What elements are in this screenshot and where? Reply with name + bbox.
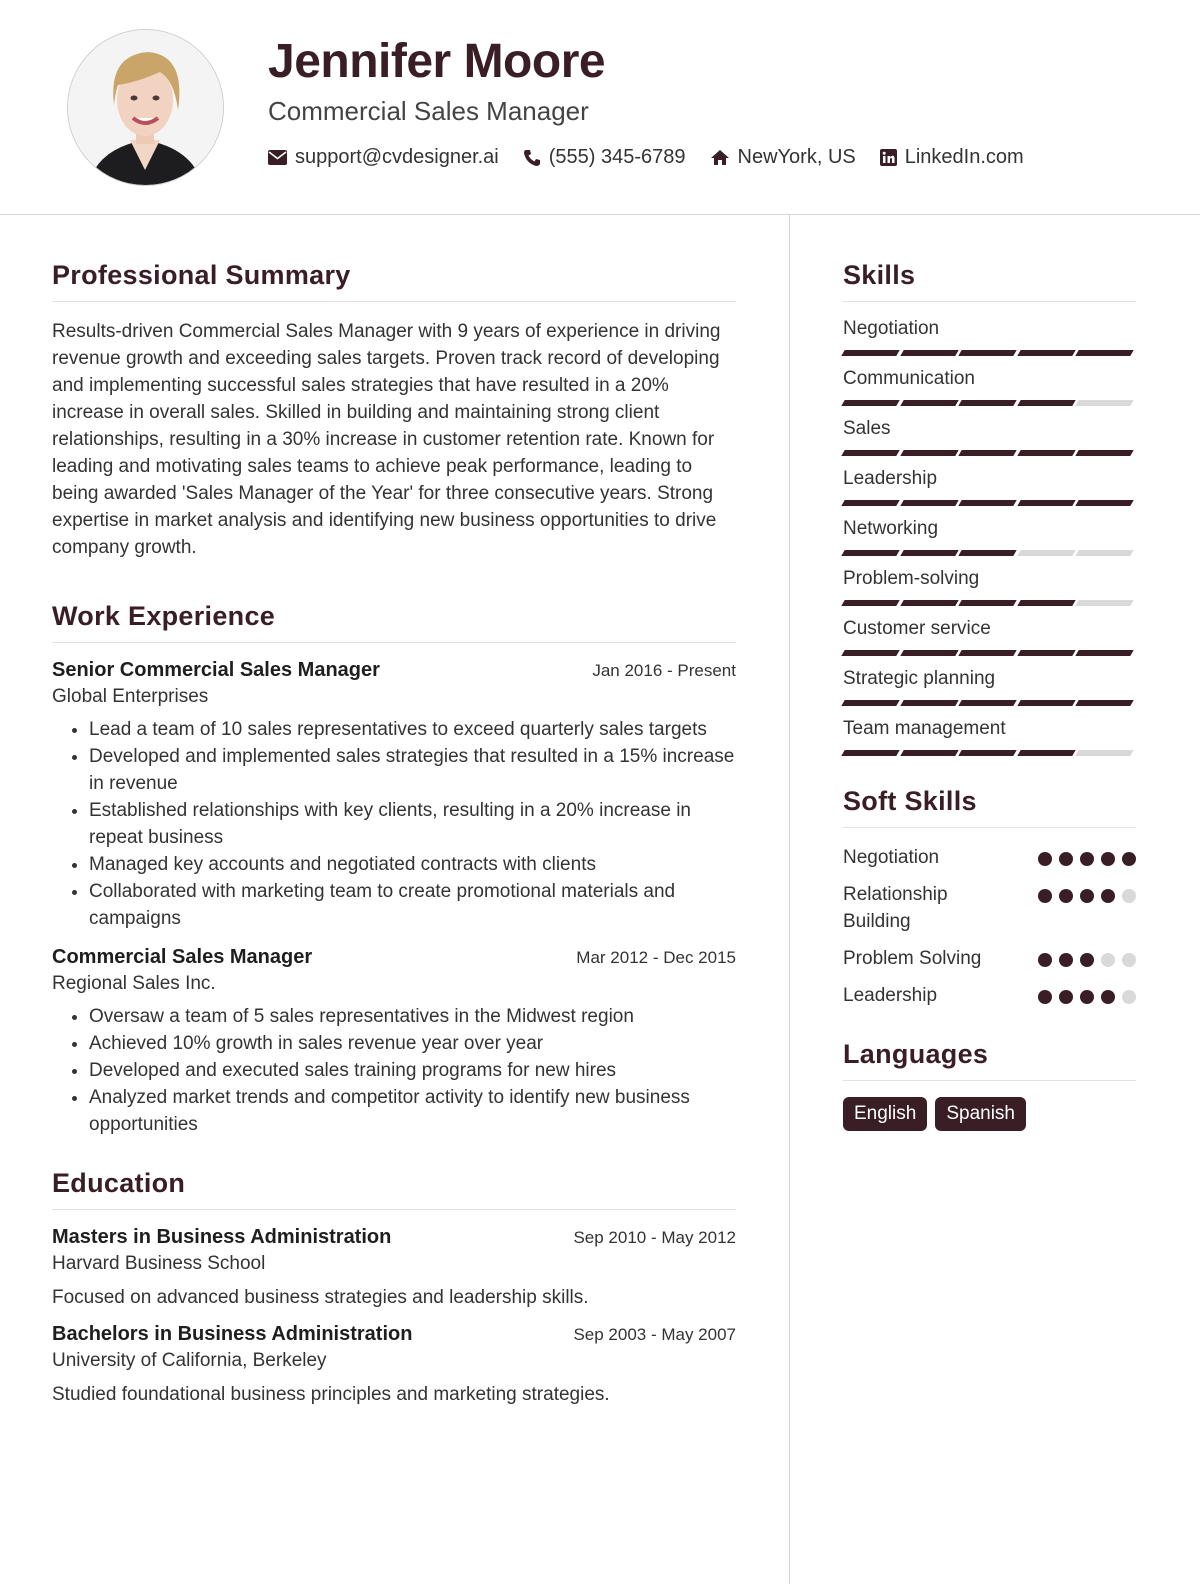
school-name: Harvard Business School	[52, 1253, 266, 1274]
job-title: Commercial Sales Manager	[52, 946, 313, 968]
skill-level-segment	[841, 750, 899, 756]
rating-dot	[1122, 852, 1136, 866]
rating-dot	[1080, 990, 1094, 1004]
job-header	[52, 659, 736, 682]
skill-level-segment	[841, 500, 899, 506]
skill-level-segment	[1076, 750, 1134, 756]
skill-level-segment	[841, 450, 899, 456]
rating-dot	[1038, 852, 1052, 866]
rating-dot	[1080, 953, 1094, 967]
linkedin-icon	[880, 149, 897, 166]
rating-dot	[1101, 889, 1115, 903]
skill-name: Leadership	[843, 468, 938, 489]
education-heading: Education	[52, 1168, 736, 1210]
contact-phone[interactable]	[523, 146, 686, 169]
skill-level-segment	[1076, 650, 1134, 656]
rating-dot	[1122, 953, 1136, 967]
job-bullet: • Lead a team of 10 sales representatives to exceed quarterly sales targets	[89, 716, 736, 743]
skills-list	[843, 318, 1136, 756]
skill-level-bar	[843, 650, 1136, 656]
degree-title: Masters in Business Administration	[52, 1226, 392, 1248]
summary-heading: Professional Summary	[52, 260, 736, 302]
job-list	[52, 659, 736, 1138]
skill-level-bar	[843, 600, 1136, 606]
candidate-title: Commercial Sales Manager	[268, 96, 589, 126]
skill-level-segment	[841, 400, 899, 406]
skill-name: Strategic planning	[843, 668, 996, 689]
skill-level-segment	[841, 700, 899, 706]
skill-level-segment	[841, 350, 899, 356]
education-date: Sep 2010 - May 2012	[573, 1228, 736, 1247]
skill-level-bar	[843, 550, 1136, 556]
education-description: Studied foundational business principles and marketing strategies.	[52, 1384, 610, 1405]
skill-level-segment	[958, 600, 1016, 606]
skill-name: Sales	[843, 418, 891, 439]
summary-text: Results-driven Commercial Sales Manager with 9 years of experience in driving revenue growth and exceeding sales targets. Proven track record of developing and implementing successful sales strategies that have resulted in a 20% increase in overall sales. Skilled in building and maintaining strong client relationships, resulting in a 30% increase in customer retention rate. Known for leading and motivating sales teams to achieve peak performance, leading to being awarded 'Sales Manager of the Year' for three consecutive years. Strong expertise in market analysis and identifying new business opportunities to drive company growth.	[52, 321, 721, 558]
contact-bar	[268, 146, 1048, 169]
language-list	[843, 1097, 1136, 1131]
job-bullet: • Developed and executed sales training programs for new hires	[89, 1057, 736, 1084]
job-bullet: • Managed key accounts and negotiated contracts with clients	[89, 851, 736, 878]
soft-skill-row	[843, 945, 1136, 972]
skill-level-segment	[958, 550, 1016, 556]
job-company: Regional Sales Inc.	[52, 973, 216, 994]
profile-photo	[67, 29, 224, 186]
job-entry	[52, 946, 736, 1138]
skill-level-segment	[1076, 550, 1134, 556]
skill-level-segment	[1017, 350, 1075, 356]
job-bullets	[52, 716, 736, 932]
skill-level-segment	[900, 550, 958, 556]
contact-linkedin[interactable]	[880, 146, 1024, 169]
education-header	[52, 1226, 736, 1249]
soft-skill-row	[843, 982, 1136, 1009]
soft-skill-name: Problem Solving	[843, 948, 982, 969]
school-name: University of California, Berkeley	[52, 1350, 327, 1371]
skill-level-segment	[1017, 750, 1075, 756]
soft-skill-rating	[1031, 844, 1136, 866]
job-bullet: • Oversaw a team of 5 sales representatives in the Midwest region	[89, 1003, 736, 1030]
skill-level-segment	[1017, 650, 1075, 656]
contact-email[interactable]	[268, 146, 499, 169]
education-header	[52, 1323, 736, 1346]
skill-level-segment	[958, 450, 1016, 456]
skill-level-segment	[841, 600, 899, 606]
soft-skill-name: Leadership	[843, 985, 938, 1006]
education-description: Focused on advanced business strategies and leadership skills.	[52, 1287, 589, 1308]
contact-linkedin-text: LinkedIn.com	[904, 146, 1024, 168]
skill-level-segment	[900, 600, 958, 606]
education-entry	[52, 1323, 736, 1406]
skill-level-segment	[958, 650, 1016, 656]
soft-skill-name: Relationship Building	[843, 884, 948, 932]
skill-level-segment	[1076, 700, 1134, 706]
rating-dot	[1080, 852, 1094, 866]
skill-level-segment	[841, 650, 899, 656]
skill-name: Negotiation	[843, 318, 940, 339]
skills-heading: Skills	[843, 260, 1136, 302]
phone-icon	[523, 149, 541, 167]
language-tag: Spanish	[935, 1097, 1026, 1131]
skill-level-segment	[958, 700, 1016, 706]
rating-dot	[1122, 990, 1136, 1004]
soft-skill-row	[843, 881, 1136, 935]
contact-phone-text: (555) 345-6789	[548, 146, 686, 168]
skill-level-segment	[900, 350, 958, 356]
job-bullets	[52, 1003, 736, 1138]
language-tag: English	[843, 1097, 927, 1131]
skill-level-segment	[1076, 400, 1134, 406]
rating-dot	[1038, 990, 1052, 1004]
resume-header	[0, 0, 1200, 215]
job-header	[52, 946, 736, 969]
rating-dot	[1059, 889, 1073, 903]
job-date: Mar 2012 - Dec 2015	[576, 948, 736, 967]
skill-level-segment	[900, 650, 958, 656]
skill-level-segment	[900, 450, 958, 456]
rating-dot	[1059, 852, 1073, 866]
skill-name: Networking	[843, 518, 939, 539]
soft-skills-heading: Soft Skills	[843, 786, 1136, 828]
skill-level-bar	[843, 350, 1136, 356]
contact-email-text: support@cvdesigner.ai	[295, 146, 499, 168]
skill-level-segment	[900, 400, 958, 406]
rating-dot	[1059, 953, 1073, 967]
skill-level-segment	[958, 750, 1016, 756]
job-bullet: • Developed and implemented sales strategies that resulted in a 15% increase in revenue	[89, 743, 736, 797]
skill-level-segment	[1076, 450, 1134, 456]
experience-heading: Work Experience	[52, 601, 736, 643]
skill-level-bar	[843, 500, 1136, 506]
job-bullet: • Collaborated with marketing team to create promotional materials and campaigns	[89, 878, 736, 932]
skill-level-segment	[1076, 350, 1134, 356]
skill-name: Communication	[843, 368, 975, 389]
rating-dot	[1080, 889, 1094, 903]
main-column	[52, 260, 736, 1420]
skill-name: Team management	[843, 718, 1006, 739]
job-bullet: • Achieved 10% growth in sales revenue year over year	[89, 1030, 736, 1057]
envelope-icon	[268, 150, 287, 165]
rating-dot	[1101, 852, 1115, 866]
rating-dot	[1038, 953, 1052, 967]
rating-dot	[1122, 889, 1136, 903]
skill-name: Problem-solving	[843, 568, 980, 589]
skill-level-segment	[958, 500, 1016, 506]
skill-level-segment	[900, 700, 958, 706]
skill-level-bar	[843, 750, 1136, 756]
skill-level-segment	[1076, 500, 1134, 506]
skill-level-segment	[900, 500, 958, 506]
languages-heading: Languages	[843, 1039, 1136, 1081]
skill-level-segment	[1017, 450, 1075, 456]
skill-level-bar	[843, 400, 1136, 406]
skill-level-segment	[900, 750, 958, 756]
job-bullet: • Analyzed market trends and competitor activity to identify new business opportunities	[89, 1084, 736, 1138]
candidate-name: Jennifer Moore	[268, 35, 606, 88]
skill-level-bar	[843, 700, 1136, 706]
home-icon	[710, 149, 730, 166]
job-title: Senior Commercial Sales Manager	[52, 659, 380, 681]
job-bullet: • Established relationships with key clients, resulting in a 20% increase in repeat business	[89, 797, 736, 851]
skill-level-segment	[1076, 600, 1134, 606]
job-entry	[52, 659, 736, 932]
soft-skill-rating	[1031, 881, 1136, 903]
soft-skill-row	[843, 844, 1136, 871]
soft-skills-list	[843, 844, 1136, 1009]
skill-level-segment	[841, 550, 899, 556]
soft-skill-rating	[1031, 945, 1136, 967]
education-entry	[52, 1226, 736, 1309]
contact-location-text: NewYork, US	[737, 146, 856, 168]
rating-dot	[1101, 990, 1115, 1004]
degree-title: Bachelors in Business Administration	[52, 1323, 413, 1345]
column-divider	[789, 214, 790, 1584]
contact-location	[710, 146, 856, 169]
job-company: Global Enterprises	[52, 686, 209, 707]
skill-level-segment	[958, 350, 1016, 356]
rating-dot	[1038, 889, 1052, 903]
job-date: Jan 2016 - Present	[592, 661, 736, 680]
skill-level-segment	[1017, 400, 1075, 406]
skill-level-segment	[1017, 550, 1075, 556]
skill-level-segment	[1017, 600, 1075, 606]
education-date: Sep 2003 - May 2007	[573, 1325, 736, 1344]
sidebar-column	[843, 260, 1136, 1131]
skill-level-bar	[843, 450, 1136, 456]
skill-name: Customer service	[843, 618, 991, 639]
rating-dot	[1101, 953, 1115, 967]
skill-level-segment	[958, 400, 1016, 406]
soft-skill-name: Negotiation	[843, 847, 940, 868]
education-list	[52, 1226, 736, 1406]
skill-level-segment	[1017, 700, 1075, 706]
rating-dot	[1059, 990, 1073, 1004]
soft-skill-rating	[1031, 982, 1136, 1004]
skill-level-segment	[1017, 500, 1075, 506]
